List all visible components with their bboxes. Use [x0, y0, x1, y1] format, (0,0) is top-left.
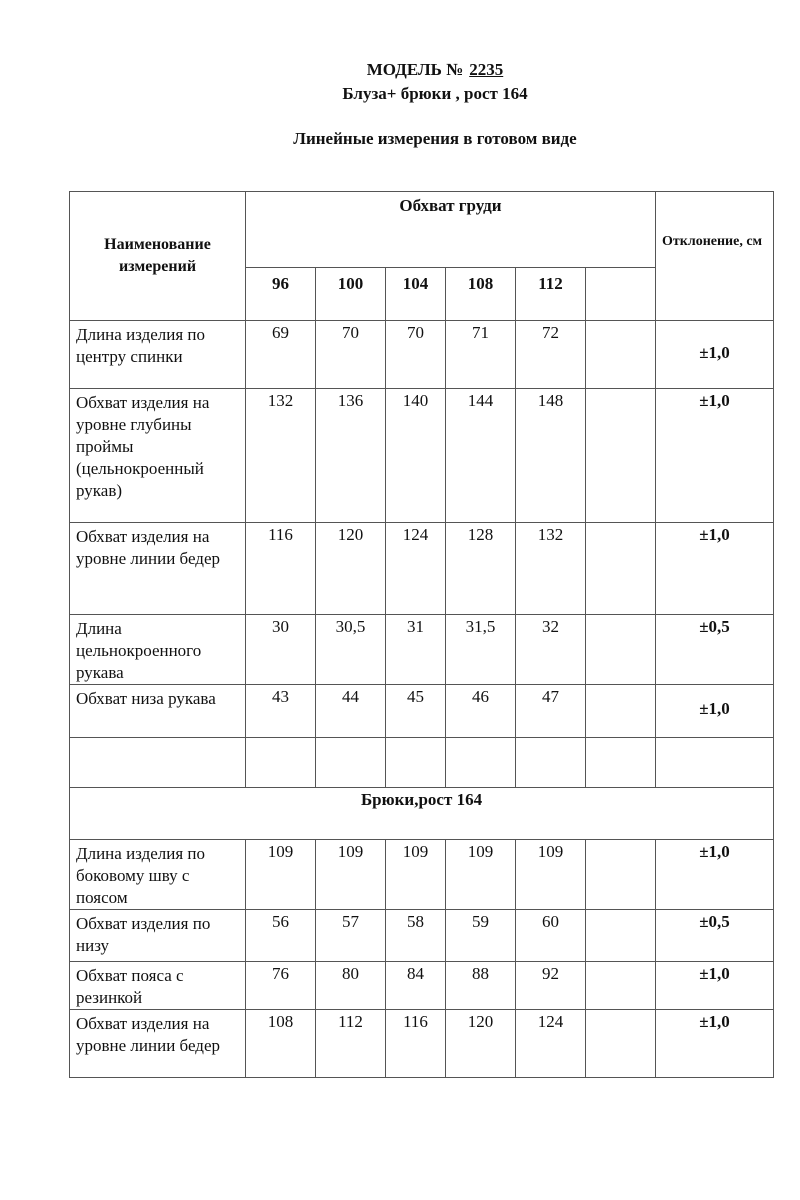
table-row	[70, 910, 774, 962]
measurement-value: 136	[316, 389, 386, 523]
measurement-value	[586, 962, 656, 1010]
measurement-value	[586, 389, 656, 523]
measurement-value	[586, 910, 656, 962]
measurement-name: Обхват низа рукава	[70, 685, 246, 738]
subtitle: Блуза+ брюки , рост 164	[342, 84, 528, 103]
deviation-header: Отклонение, см	[656, 192, 774, 321]
measurement-value: 43	[246, 685, 316, 738]
measurement-value: 31,5	[446, 615, 516, 685]
measurement-value: 32	[516, 615, 586, 685]
measurement-value	[586, 685, 656, 738]
measurement-value: 60	[516, 910, 586, 962]
empty-cell	[656, 738, 774, 788]
table-body	[70, 192, 774, 1078]
measurement-value	[586, 1010, 656, 1078]
measurement-value: 109	[386, 840, 446, 910]
empty-cell	[386, 738, 446, 788]
pants-section-row	[70, 788, 774, 840]
model-heading	[0, 60, 800, 80]
measurement-value: 80	[316, 962, 386, 1010]
deviation-value: ±1,0	[656, 840, 774, 910]
measurement-name: Длина цельнокроенного рукава	[70, 615, 246, 685]
measurement-value: 84	[386, 962, 446, 1010]
measurement-value: 120	[446, 1010, 516, 1078]
model-label: МОДЕЛЬ №	[366, 60, 464, 79]
table-row	[70, 615, 774, 685]
measurement-value: 124	[516, 1010, 586, 1078]
empty-cell	[516, 738, 586, 788]
section-title: Линейные измерения в готовом виде	[293, 129, 577, 148]
measurement-name: Обхват изделия на уровне линии бедер	[70, 523, 246, 615]
table-row	[70, 321, 774, 389]
size-header: 104	[386, 268, 446, 321]
empty-cell	[316, 738, 386, 788]
measurement-value	[586, 523, 656, 615]
pants-section-title: Брюки,рост 164	[70, 788, 774, 840]
measurement-value: 46	[446, 685, 516, 738]
size-header	[586, 268, 656, 321]
measurement-value: 76	[246, 962, 316, 1010]
empty-row	[70, 738, 774, 788]
measurement-value: 70	[386, 321, 446, 389]
measurement-value	[586, 615, 656, 685]
measurement-value: 31	[386, 615, 446, 685]
empty-cell	[246, 738, 316, 788]
measurement-name: Обхват изделия по низу	[70, 910, 246, 962]
table-row	[70, 962, 774, 1010]
measurement-name: Обхват изделия на уровне глубины проймы (цельнокроенный рукав)	[70, 389, 246, 523]
size-header: 108	[446, 268, 516, 321]
deviation-value: ±1,0	[656, 321, 774, 389]
measurement-value: 148	[516, 389, 586, 523]
measurement-value: 30	[246, 615, 316, 685]
model-number: 2235	[469, 60, 504, 79]
deviation-value: ±1,0	[656, 685, 774, 738]
measurement-value: 140	[386, 389, 446, 523]
measurement-value: 109	[316, 840, 386, 910]
deviation-value: ±1,0	[656, 389, 774, 523]
size-header: 96	[246, 268, 316, 321]
measurement-value: 109	[446, 840, 516, 910]
measurement-value: 70	[316, 321, 386, 389]
measurement-value: 56	[246, 910, 316, 962]
table-row	[70, 685, 774, 738]
measurement-value	[586, 321, 656, 389]
size-header: 112	[516, 268, 586, 321]
measurement-value: 132	[246, 389, 316, 523]
empty-cell	[70, 738, 246, 788]
deviation-value: ±0,5	[656, 615, 774, 685]
chest-girth-header: Обхват груди	[246, 192, 656, 268]
measurement-value: 132	[516, 523, 586, 615]
measurement-value: 47	[516, 685, 586, 738]
measurement-value: 116	[246, 523, 316, 615]
table-row	[70, 840, 774, 910]
table-row	[70, 1010, 774, 1078]
measurement-value: 116	[386, 1010, 446, 1078]
measurement-value: 124	[386, 523, 446, 615]
measurement-value: 45	[386, 685, 446, 738]
measurement-name: Длина изделия по боковому шву с поясом	[70, 840, 246, 910]
measurement-value: 109	[516, 840, 586, 910]
measurement-value: 71	[446, 321, 516, 389]
deviation-value: ±1,0	[656, 962, 774, 1010]
empty-cell	[446, 738, 516, 788]
table-row	[70, 523, 774, 615]
deviation-value: ±0,5	[656, 910, 774, 962]
measurement-value: 144	[446, 389, 516, 523]
measurement-value: 88	[446, 962, 516, 1010]
measurement-value: 109	[246, 840, 316, 910]
measurement-value	[586, 840, 656, 910]
measurement-value: 108	[246, 1010, 316, 1078]
measurement-value: 58	[386, 910, 446, 962]
measurement-value: 69	[246, 321, 316, 389]
measurement-name-header: Наименование измерений	[70, 192, 246, 321]
table-row	[70, 389, 774, 523]
measurement-name: Обхват изделия на уровне линии бедер	[70, 1010, 246, 1078]
measurement-value: 92	[516, 962, 586, 1010]
measurement-value: 30,5	[316, 615, 386, 685]
measurement-value: 128	[446, 523, 516, 615]
measurement-value: 57	[316, 910, 386, 962]
measurement-name: Обхват пояса с резинкой	[70, 962, 246, 1010]
measurement-value: 112	[316, 1010, 386, 1078]
size-header: 100	[316, 268, 386, 321]
measurement-value: 44	[316, 685, 386, 738]
deviation-value: ±1,0	[656, 1010, 774, 1078]
measurement-value: 59	[446, 910, 516, 962]
measurements-table	[69, 191, 774, 1078]
measurement-value: 120	[316, 523, 386, 615]
deviation-value: ±1,0	[656, 523, 774, 615]
empty-cell	[586, 738, 656, 788]
measurement-name: Длина изделия по центру спинки	[70, 321, 246, 389]
measurement-value: 72	[516, 321, 586, 389]
